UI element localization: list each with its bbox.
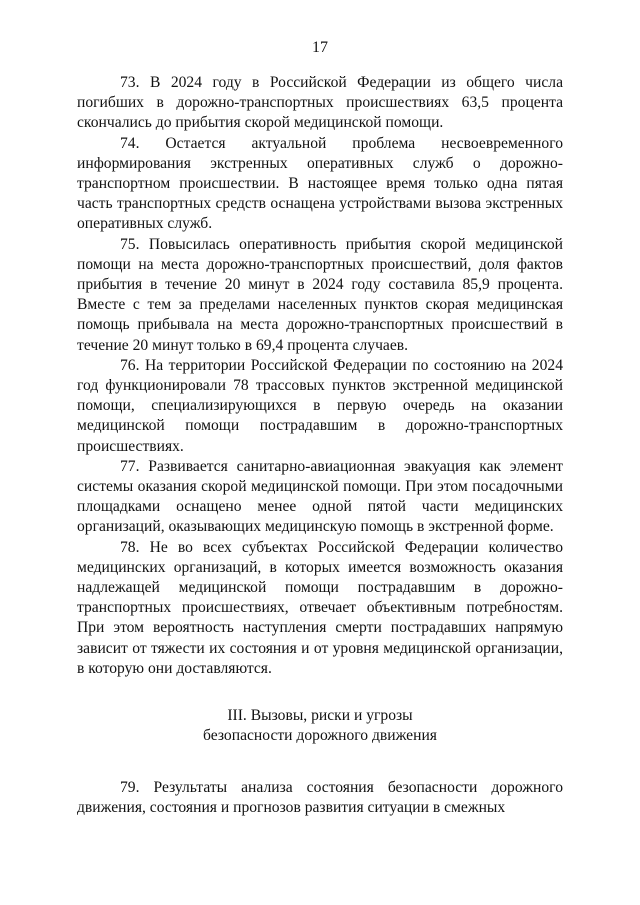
page-number: 17 — [312, 39, 328, 56]
paragraph-74: 74. Остается актуальной проблема несвоевременного информирования экстренных оперативных служб о дорожно-транспортном происшествии. В настоящее время только одна пятая часть транспортных средств оснащена устройствами вызова экстренных оперативных служб. — [77, 134, 563, 233]
paragraph-73: 73. В 2024 году в Российской Федерации из общего числа погибших в дорожно-транспортных происшествиях 63,5 процента скончались до прибытия скорой медицинской помощи. — [77, 74, 563, 132]
paragraph-76: 76. На территории Российской Федерации по состоянию на 2024 год функционировали 78 трассовых пунктов экстренной медицинской помощи, специализирующихся в первую очередь на оказании медицинской помощи пострадавшим в дорожно-транспортных происшествиях. — [77, 356, 563, 455]
paragraph-78: 78. Не во всех субъектах Российской Федерации количество медицинских организаций, в которых имеется возможность оказания надлежащей медицинской помощи пострадавшим в дорожно-транспортных происшествиях, отвечает объективным потребностям. При этом вероятность наступления смерти пострадавших напрямую зависит от тяжести их состояния и от уровня медицинской организации, в которую они доставляются. — [77, 538, 563, 677]
section-heading-line-1: III. Вызовы, риски и угрозы — [227, 707, 413, 725]
section-heading-line-2: безопасности дорожного движения — [203, 727, 437, 745]
paragraph-75: 75. Повысилась оперативность прибытия скорой медицинской помощи на места дорожно-транспортных происшествий, доля фактов прибытия в течение 20 минут в 2024 году составила 85,9 процента. Вместе с тем за пределами населенных пунктов скорая медицинская помощь прибывала на места дорожно-транспортных происшествий в течение 20 минут только в 69,4 процента случаев. — [77, 235, 563, 354]
document-body — [77, 73, 563, 818]
paragraph-79: 79. Результаты анализа состояния безопасности дорожного движения, состояния и прогнозов развития ситуации в смежных — [77, 778, 563, 816]
paragraph-77: 77. Развивается санитарно-авиационная эвакуация как элемент системы оказания скорой медицинской помощи. При этом посадочными площадками оснащено менее одной пятой части медицинских организаций, оказывающих медицинскую помощь в экстренной форме. — [77, 457, 563, 536]
section-heading — [77, 706, 563, 746]
